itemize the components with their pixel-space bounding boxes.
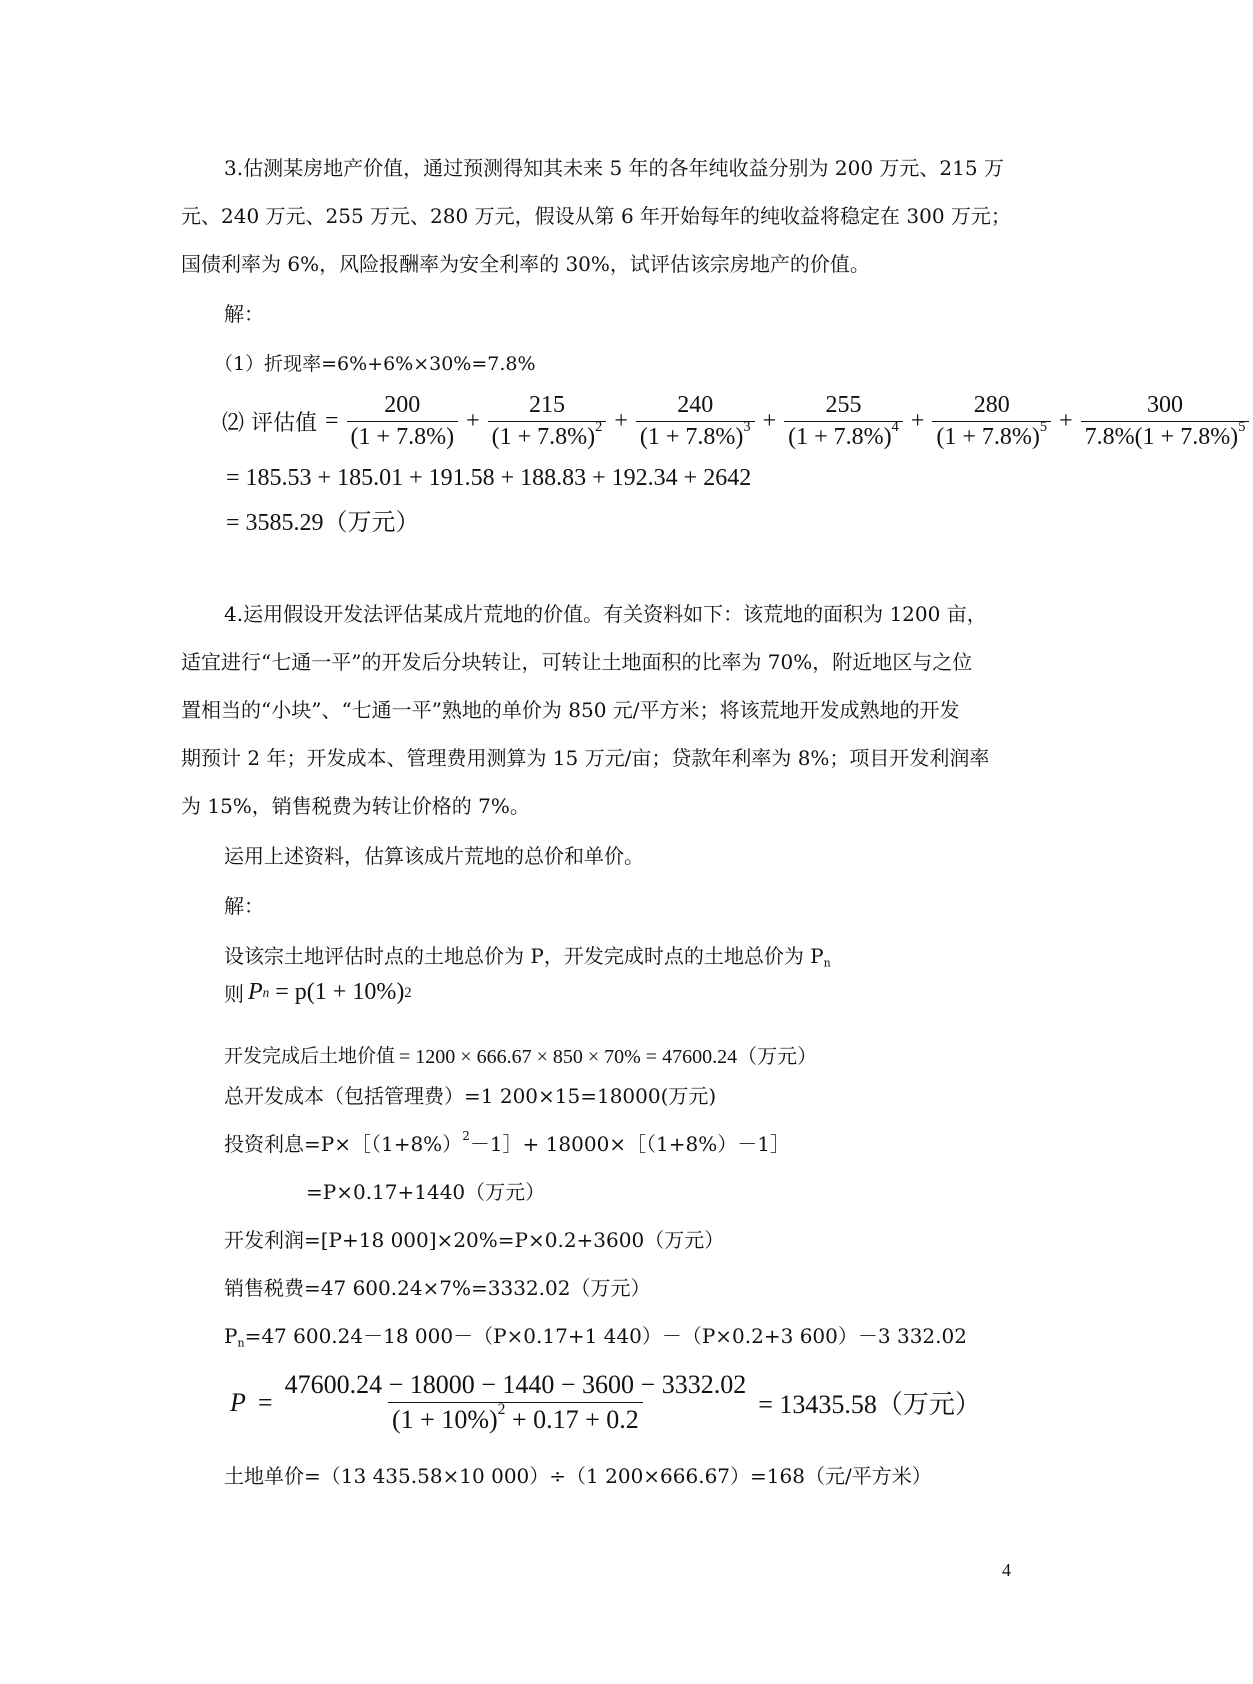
p4-line4: 期预计 2 年；开发成本、管理费用测算为 15 万元/亩；贷款年利率为 8%；项目开发利润率	[181, 746, 990, 770]
p3-line2: 元、240 万元、255 万元、280 万元，假设从第 6 年开始每年的纯收益将稳定在 300 万元；	[181, 204, 1011, 228]
fraction-2: $\frac{215}{(1 + 7.8\%)^2}$	[488, 392, 607, 451]
page-number: 4	[1002, 1560, 1011, 1580]
p4-profit: 开发利润=[P+18 000]×20%=P×0.2+3600（万元）	[224, 1228, 725, 1252]
p3-step2-label: ⑵ 评估值	[222, 411, 317, 436]
p4-tax: 销售税费=47 600.24×7%=3332.02（万元）	[224, 1276, 651, 1300]
p4-interest: 投资利息$=P\times[(1+8\%)^2-1]+$ 18000×［（1+8%）－1］	[224, 1129, 790, 1156]
p3-solution-label: 解：	[224, 302, 264, 326]
p4-task: 运用上述资料，估算该成片荒地的总价和单价。	[224, 844, 644, 868]
p3-valuation-equation: ⑵ 评估值 = $\frac{200}{(1 + 7.8\%)}$ + $\frac{215}{(1 + 7.8\%)^2}$ + $\frac{240}{(1 + 7.8\%)^3}$ + $\frac{255}{(1 + 7.8\%)^4}$ + $\frac{280}{(1 + 7.8\%)^5}$ + $\frac{300}{7.8\%(1 + 7.8\%)^5}$	[222, 392, 1253, 451]
p4-line3: 置相当的“小块”、“七通一平”熟地的单价为 850 元/平方米；将该荒地开发成熟地的开发	[181, 698, 960, 722]
p4-total-cost: 总开发成本（包括管理费）=1 200×15=18000(万元)	[224, 1084, 717, 1108]
p4-line1: 4.运用假设开发法评估某成片荒地的价值。有关资料如下：该荒地的面积为 1200 亩，	[224, 602, 987, 626]
p3-line1: 3.估测某房地产价值，通过预测得知其未来 5 年的各年纯收益分别为 200 万元、215 万	[224, 156, 1004, 180]
p4-then-formula: 则 P n = p(1 + 10%) 2	[224, 979, 412, 1006]
fraction-6: $\frac{300}{7.8\%(1 + 7.8\%)^5}$	[1081, 392, 1250, 451]
fraction-5: $\frac{280}{(1 + 7.8\%)^5}$	[932, 392, 1051, 451]
p3-sum-line: = 185.53 + 185.01 + 191.58 + 188.83 + 192.34 + 2642	[226, 465, 752, 491]
p4-unit-price: 土地单价=（13 435.58×10 000）÷（1 200×666.67）=168（元/平方米）	[224, 1464, 932, 1488]
p3-step1: （1）折现率=6%+6%×30%=7.8%	[214, 353, 536, 375]
p4-interest-2: =P×0.17+1440（万元）	[306, 1180, 546, 1204]
p4-line2: 适宜进行“七通一平”的开发后分块转让，可转让土地面积的比率为 70%，附近地区与之位	[181, 650, 973, 674]
p3-line3: 国债利率为 6%，风险报酬率为安全利率的 30%，试评估该宗房地产的价值。	[181, 252, 870, 276]
fraction-4: $\frac{255}{(1 + 7.8\%)^4}$	[784, 392, 903, 451]
fraction-3: $\frac{240}{(1 + 7.8\%)^3}$	[636, 392, 755, 451]
p4-final-equation: P = $\frac{47600.24 - 18000 - 1440 - 3600 - 3332.02}{(1 + 10\%)^2 + 0.17 + 0.2}$ = 13435.58（万元）	[230, 1370, 981, 1434]
p4-pn-line: $P_n=47$ 600.24－18 000－（P×0.17+1 440）－（P×0.2+3 600）－3 332.02	[224, 1324, 967, 1350]
p4-final-fraction: $\frac{47600.24 - 18000 - 1440 - 3600 - 3332.02}{(1 + 10\%)^2 + 0.17 + 0.2}$	[284, 1370, 747, 1434]
p4-assume: 设该宗土地评估时点的土地总价为 P，开发完成时点的土地总价为 $P_n$	[224, 944, 831, 970]
p4-land-value: 开发完成后土地价值 = 1200 × 666.67 × 850 × 70% = 47600.24（万元）	[224, 1045, 818, 1068]
fraction-1: $\frac{200}{(1 + 7.8\%)}$	[347, 392, 459, 451]
p3-result-line: = 3585.29（万元）	[226, 510, 420, 536]
p4-line5: 为 15%，销售税费为转让价格的 7%。	[181, 794, 530, 818]
p4-solution-label: 解：	[224, 894, 264, 918]
